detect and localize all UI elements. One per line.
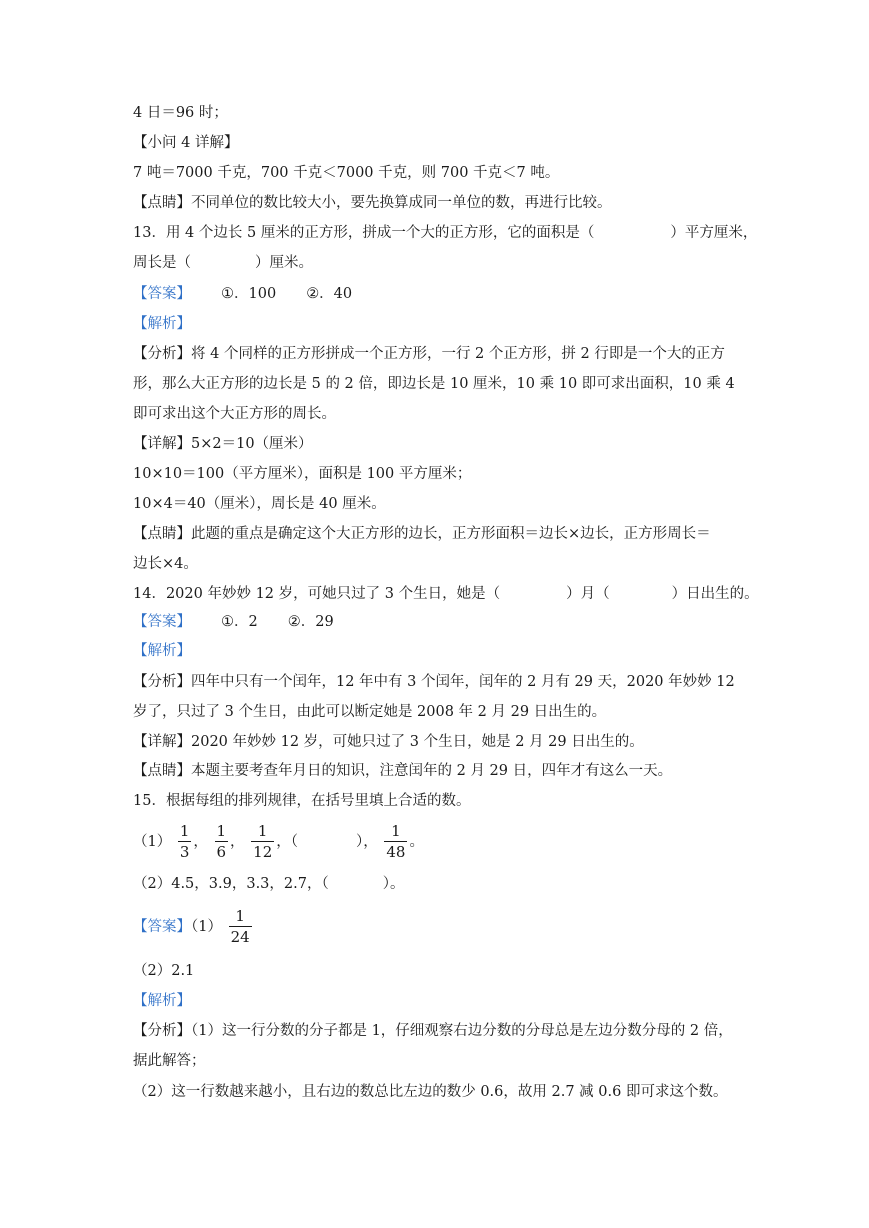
answer-value: ②．40: [306, 286, 353, 302]
analysis-line: 即可求出这个大正方形的周长。: [133, 406, 336, 422]
detail-label: 【详解】: [133, 734, 191, 750]
remark-text: 不同单位的数比较大小，要先换算成同一单位的数，再进行比较。: [191, 195, 612, 211]
detail-line: 10×4＝40（厘米），周长是 40 厘米。: [133, 496, 386, 512]
answer-value: ②．29: [287, 614, 334, 630]
remark-line: [133, 761, 672, 781]
detail-text: 5×2＝10（厘米）: [191, 436, 313, 452]
question-text: 13．用 4 个边长 5 厘米的正方形，拼成一个大的正方形，它的面积是（: [133, 225, 595, 241]
analysis-tag: 【解析】: [133, 993, 191, 1009]
answer-tag: 【答案】: [133, 614, 191, 630]
text-line: 4 日＝96 时；: [133, 105, 228, 121]
analysis-line: 形，那么大正方形的边长是 5 的 2 倍，即边长是 10 厘米，10 乘 10 即可求出面积，10 乘 4: [133, 376, 735, 392]
text-line: 7 吨＝7000 千克，700 千克＜7000 千克，则 700 千克＜7 吨。: [133, 165, 560, 181]
question-text: ）月（: [566, 586, 610, 602]
part-label: （1）: [191, 919, 222, 935]
question-15-part-1: （1） $\frac{1}{3}$ ， $\frac{1}{6}$ ， $\frac{1}{12}$ ，（ ）， $\frac{1}{48}$ 。: [133, 822, 424, 861]
analysis-line: [133, 672, 735, 692]
analysis-tag: 【解析】: [133, 316, 191, 332]
remark-tag: 【点睛】: [133, 763, 191, 779]
remark-text: 本题主要考查年月日的知识，注意闰年的 2 月 29 日，四年才有这么一天。: [191, 763, 673, 779]
remark-tag: 【点睛】: [133, 195, 191, 211]
question-15-part-2: [133, 874, 404, 894]
answer-15-part-2: （2）2.1: [133, 963, 195, 979]
remark-line: [133, 193, 612, 213]
analysis-line: （2）这一行数越来越小，且右边的数总比左边的数少 0.6，故用 2.7 减 0.6 即可求这个数。: [133, 1084, 728, 1100]
detail-line: [133, 434, 313, 454]
part-label: （1）: [133, 834, 172, 850]
detail-line: [133, 732, 644, 752]
analysis-text: （1）这一行分数的分子都是 1，仔细观察右边分数的分母总是左边分数分母的 2 倍，: [191, 1023, 733, 1039]
analysis-label: 【分析】: [133, 674, 191, 690]
analysis-tag: 【解析】: [133, 643, 191, 659]
fraction-1-24: $\frac{1}{24}$: [230, 907, 250, 946]
question-text: ）。: [382, 876, 405, 892]
question-13-cont: [133, 253, 313, 273]
question-text: （2）4.5，3.9，3.3，2.7，（: [133, 876, 329, 892]
answer-value: ①．2: [221, 614, 258, 630]
question-text: ）厘米。: [255, 255, 313, 271]
question-14: [133, 584, 759, 604]
remark-line: 边长×4。: [133, 556, 198, 572]
detail-label: 【详解】: [133, 436, 191, 452]
question-text: ）日出生的。: [671, 586, 759, 602]
answer-13: [133, 284, 352, 304]
answer-14: [133, 612, 334, 632]
question-13: [133, 223, 757, 243]
fraction-1-3: $\frac{1}{3}$: [179, 822, 190, 861]
analysis-line: 岁了，只过了 3 个生日，由此可以断定她是 2008 年 2 月 29 日出生的。: [133, 704, 607, 720]
analysis-line: [133, 344, 725, 364]
answer-tag: 【答案】: [133, 919, 191, 935]
fraction-1-12: $\frac{1}{12}$: [253, 822, 273, 861]
answer-15-part-1: [133, 907, 254, 951]
remark-tag: 【点睛】: [133, 526, 191, 542]
section-heading: 【小问 4 详解】: [133, 135, 239, 151]
remark-text: 此题的重点是确定这个大正方形的边长，正方形面积＝边长×边长，正方形周长＝: [191, 526, 711, 542]
detail-text: 2020 年妙妙 12 岁，可她只过了 3 个生日，她是 2 月 29 日出生的。: [191, 734, 644, 750]
fraction-1-48: $\frac{1}{48}$: [386, 822, 406, 861]
fraction-1-6: $\frac{1}{6}$: [216, 822, 227, 861]
analysis-line: [133, 1021, 733, 1041]
analysis-text: 将 4 个同样的正方形拼成一个正方形，一行 2 个正方形，拼 2 行即是一个大的正方: [191, 346, 725, 362]
remark-line: [133, 524, 711, 544]
question-text: 周长是（: [133, 255, 191, 271]
question-text: ）平方厘米，: [670, 225, 758, 241]
analysis-label: 【分析】: [133, 1023, 191, 1039]
question-text: 14．2020 年妙妙 12 岁，可她只过了 3 个生日，她是（: [133, 586, 501, 602]
question-15: 15．根据每组的排列规律，在括号里填上合适的数。: [133, 793, 471, 809]
analysis-label: 【分析】: [133, 346, 191, 362]
detail-line: 10×10＝100（平方厘米），面积是 100 平方厘米；: [133, 466, 472, 482]
analysis-line: 据此解答；: [133, 1053, 206, 1069]
answer-value: ①．100: [221, 286, 277, 302]
analysis-text: 四年中只有一个闰年，12 年中有 3 个闰年，闰年的 2 月有 29 天，2020 年妙妙 12: [191, 674, 735, 690]
answer-tag: 【答案】: [133, 286, 191, 302]
